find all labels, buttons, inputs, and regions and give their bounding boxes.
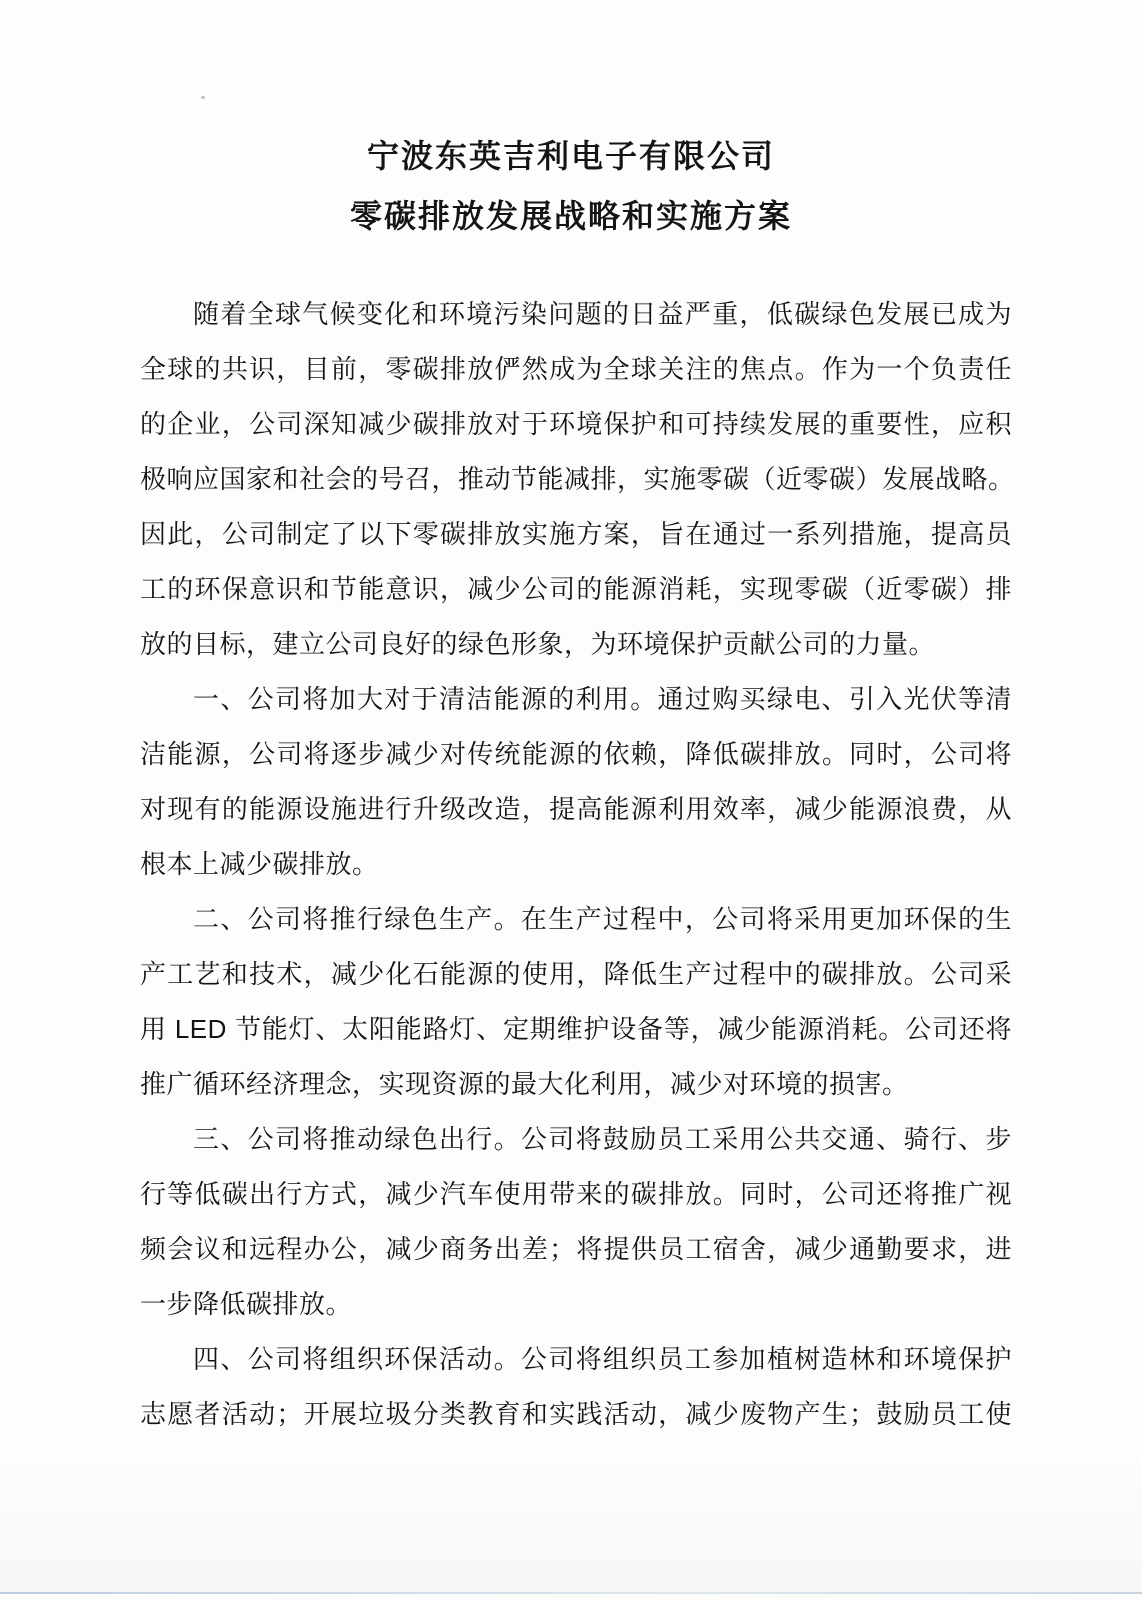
- text-line-4: 极响应国家和社会的号召，推动节能减排，实施零碳（近零碳）发展战略。: [140, 464, 1015, 494]
- text-line-7: 放的目标，建立公司良好的绿色形象，为环境保护贡献公司的力量。: [140, 629, 936, 659]
- scan-bottom-edge: [0, 1592, 1142, 1594]
- text-line-6: 工的环保意识和节能意识，减少公司的能源消耗，实现零碳（近零碳）排: [140, 574, 1012, 604]
- text-line-11: 根本上减少碳排放。: [140, 849, 379, 879]
- document-body: [140, 287, 1015, 1442]
- document-title-line1: 宁波东英吉利电子有限公司: [366, 138, 775, 174]
- text-line-8: 一、公司将加大对于清洁能源的利用。通过购买绿电、引入光伏等清: [193, 684, 1012, 714]
- document-title-block: [0, 126, 1142, 246]
- text-line-3: 的企业，公司深知减少碳排放对于环境保护和可持续发展的重要性，应积: [140, 409, 1012, 439]
- text-line-16: 三、公司将推动绿色出行。公司将鼓励员工采用公共交通、骑行、步: [193, 1124, 1012, 1154]
- text-line-20: 四、公司将组织环保活动。公司将组织员工参加植树造林和环境保护: [193, 1344, 1012, 1374]
- text-line-17: 行等低碳出行方式，减少汽车使用带来的碳排放。同时，公司还将推广视: [140, 1179, 1012, 1209]
- text-line-18: 频会议和远程办公，减少商务出差；将提供员工宿舍，减少通勤要求，进: [140, 1234, 1012, 1264]
- scan-noise-region: [0, 1452, 1142, 1592]
- text-line-5: 因此，公司制定了以下零碳排放实施方案，旨在通过一系列措施，提高员: [140, 519, 1012, 549]
- text-line-21: 志愿者活动；开展垃圾分类教育和实践活动，减少废物产生；鼓励员工使: [140, 1399, 1012, 1429]
- text-line-9: 洁能源，公司将逐步减少对传统能源的依赖，降低碳排放。同时，公司将: [140, 739, 1012, 769]
- text-line-13: 产工艺和技术，减少化石能源的使用，降低生产过程中的碳排放。公司采: [140, 959, 1012, 989]
- document-title-line2: 零碳排放发展战略和实施方案: [349, 198, 792, 234]
- scan-artifact-dot: [201, 96, 205, 99]
- text-line-2: 全球的共识，目前，零碳排放俨然成为全球关注的焦点。作为一个负责任: [140, 354, 1012, 384]
- text-line-10: 对现有的能源设施进行升级改造，提高能源利用效率，减少能源浪费，从: [140, 794, 1012, 824]
- text-line-1: 随着全球气候变化和环境污染问题的日益严重，低碳绿色发展已成为: [193, 299, 1012, 329]
- text-line-15: 推广循环经济理念，实现资源的最大化利用，减少对环境的损害。: [140, 1069, 909, 1099]
- text-line-12: 二、公司将推行绿色生产。在生产过程中，公司将采用更加环保的生: [193, 904, 1012, 934]
- text-line-14: 用 LED 节能灯、太阳能路灯、定期维护设备等，减少能源消耗。公司还将: [140, 1014, 1012, 1044]
- text-line-19: 一步降低碳排放。: [140, 1289, 353, 1319]
